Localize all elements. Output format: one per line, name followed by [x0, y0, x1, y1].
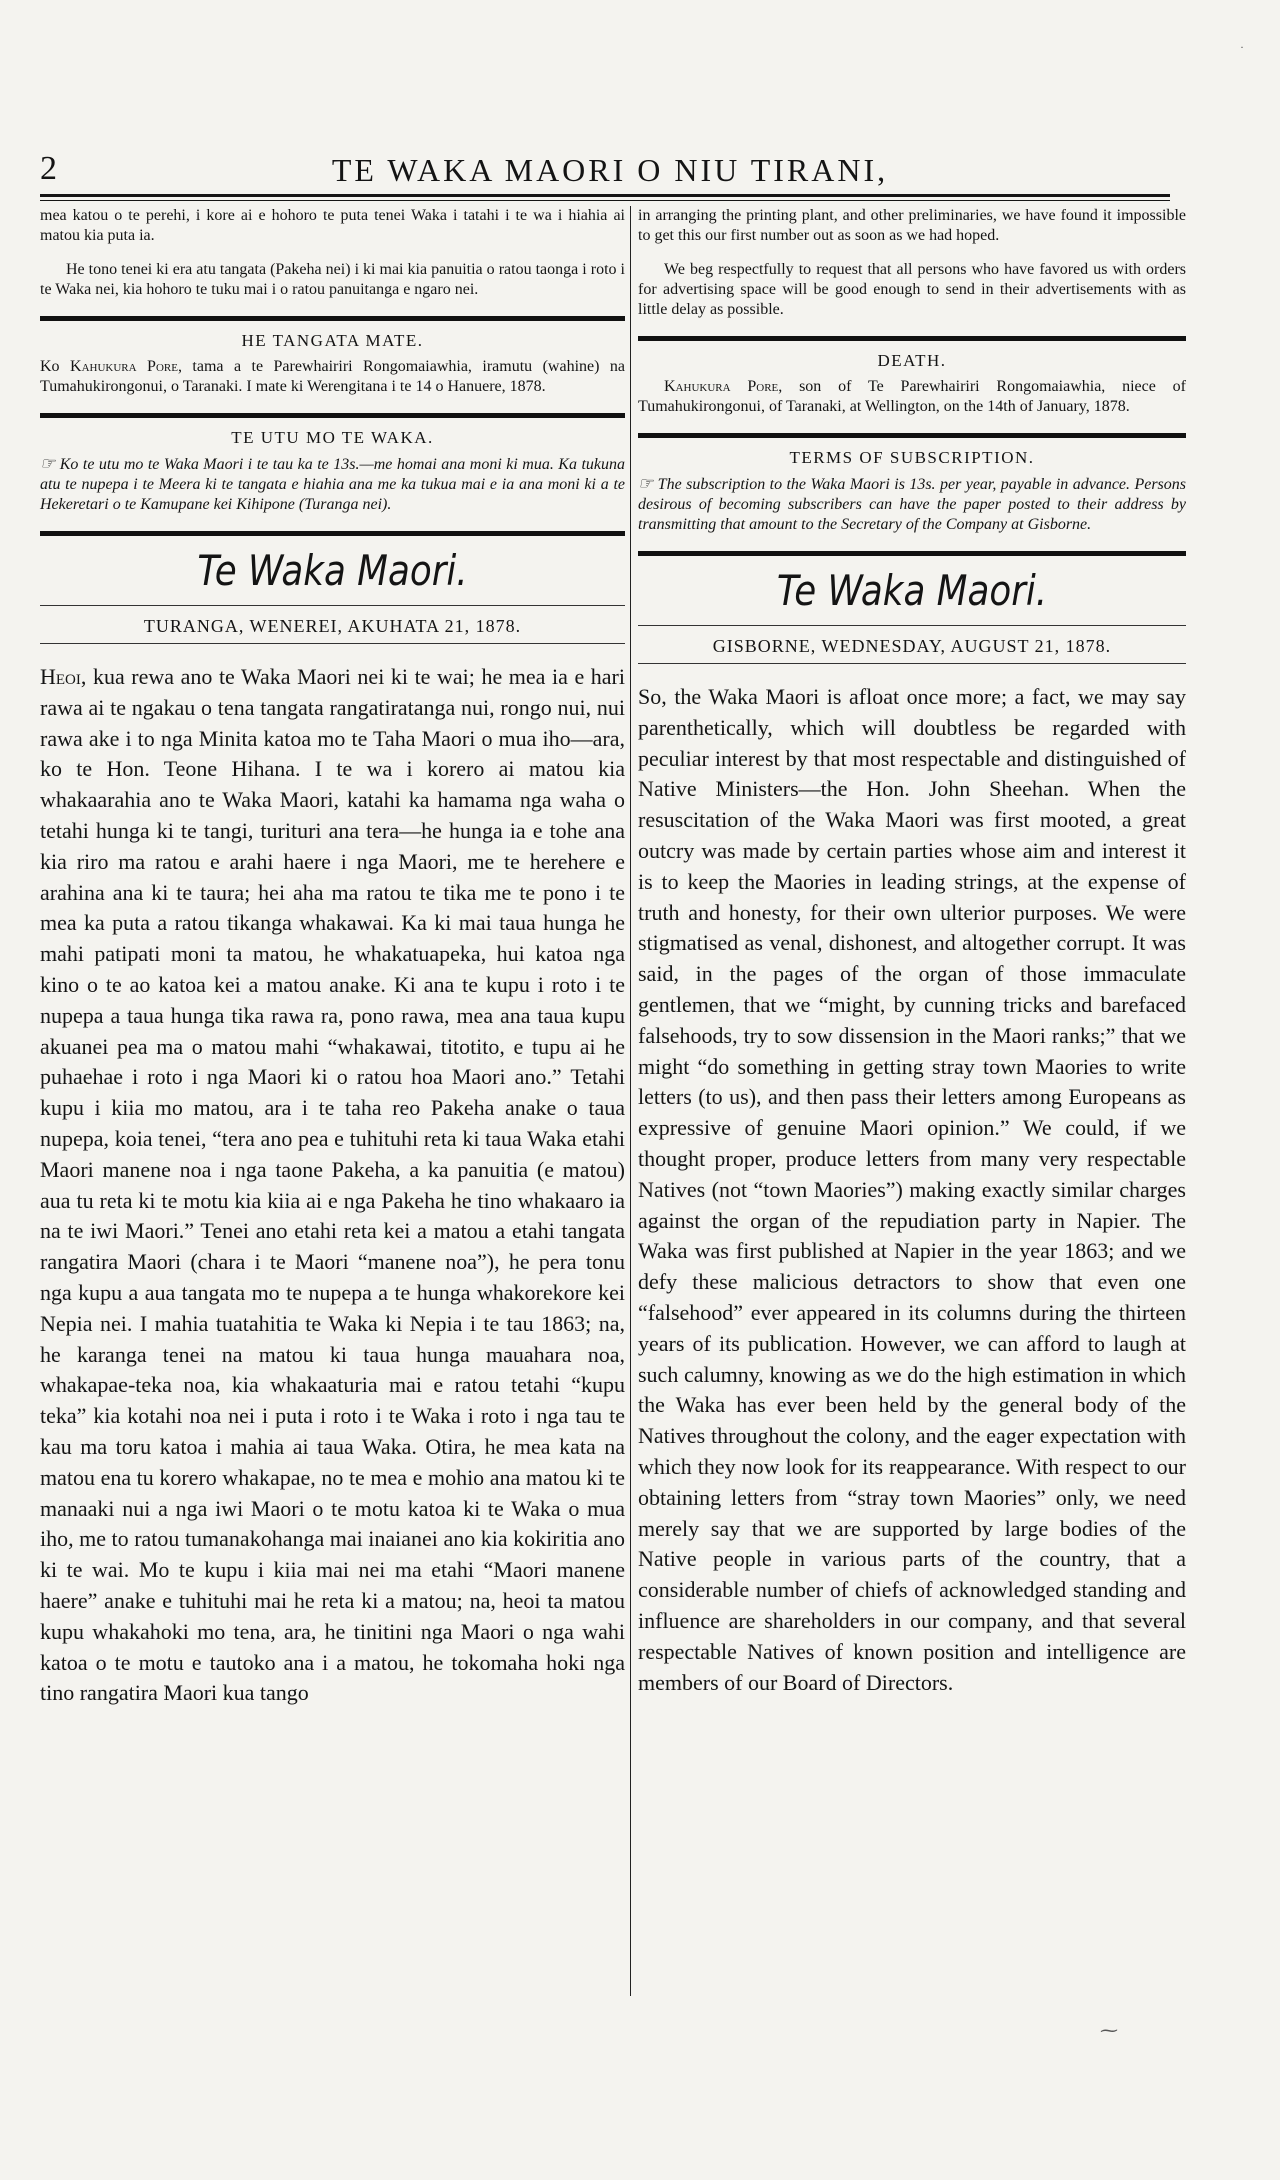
english-death-notice	[638, 377, 1186, 417]
section-rule	[40, 413, 625, 418]
maori-death-ko: Ko	[40, 358, 60, 375]
page-number: 2	[40, 150, 57, 187]
maori-subscription-notice	[40, 454, 625, 515]
maori-subscription-heading: TE UTU MO TE WAKA.	[231, 428, 434, 447]
section-rule	[638, 336, 1186, 341]
maori-editorial-text: , kua rewa ano te Waka Maori nei ki te wai; he mea ia e hari rawa ai te ngakau o tena tangata rangatiratanga nui, rongo nui, nui rawa ake i to nga Minita katoa mo te Taha Maori o mua iho—ara, ko te Hon. Teone Hihana. I te wa i korero ai matou kia whakaarahia ano te Waka Maori, katahi ka hamama nga waha o tetahi hunga ki te tangi, turituri ana tera—he hunga ia e tohe ana kia riro ma ratou e arahi haere i nga Maori, me te herehere e arahina ana ki te taura; hei aha ma ratou te tika me te pono i te mea ka puta a ratou tikanga whakawai. Ka ki mai taua hunga he mahi patipati moni ta matou, he whakatuapeka, hui katoa nga kino o te ao katoa kei a matou anake. Ki ana te kupu i roto i te nupepa a taua hunga tika rawa ra, pono rawa, mea ana taua kupu akuanei pea ma o matou mahi “whakawai, titotito, e tupu ai he puhaehae i roto i nga Maori ki o ratou hoa Maori ano.” Tetahi kupu i kiia mo matou, ara i te taha reo Pakeha anake o taua nupepa, koia tenei, “tera ano pea e tuhituhi reta ki taua Waka etahi Maori manene noa i nga taone Pakeha, a ka panuitia (e matou) aua tu reta ki te motu kia kiia ai e nga Pakeha he tino whakaaro ia na te iwi Maori.” Tenei ano etahi reta kei a matou a etahi tangata rangatira Maori (chara i te Maori “manene noa”), he pera tonu nga kupu a aua tangata mo te nupepa a te hunga whakorekore kei Nepia nei. I mahia tuatahitia te Waka ki Nepia i te tau 1863; na, he karanga tenei na matou ki taua hunga mauahara noa, whakapae-teka noa, kia whakaaturia mai e ratou tetahi “kupu teka” kia kotahi noa nei i puta i roto i te Waka i roto i nga tau te kau ma toru katoa i mahia ai taua Waka. Otira, he mea kata na matou ena tu korero whakapae, no te mea e mohio ana matou ki te manaaki nui a nga iwi Maori o te motu katoa ki te Waka o mua iho, me to ratou tumanakohanga mai inaianei ano kia kokiritia ano ki te wai. Mo te kupu i kiia mai nei ma etahi “Maori manene haere” anake e tuhituhi mai he reta ki a matou; na, heoi ta matou kupu whakahoki mo tena, ara, he tinitini nga Maori o nga wahi katoa o te motu e tautoko ana i a matou, he tokomaha hoki nga tino rangatira Maori kua tango	[40, 664, 625, 1706]
english-column	[638, 206, 1186, 1698]
english-advertising-notice: We beg respectfully to request that all persons who have favored us with orders for advertising space will be good enough to send in their advertisements with as little delay as possible.	[638, 261, 1186, 318]
section-rule	[638, 433, 1186, 438]
maori-advertising-notice: He tono tenei ki era atu tangata (Pakeha nei) i ki mai kia panuitia o ratou taonga i roto i te Waka nei, kia hohoro te tuku mai i o ratou panuitanga e ngaro nei.	[40, 261, 625, 298]
english-death-text: , son of Te Parewhairiri Rongomaiawhia, niece of Tumahukirongonui, of Taranaki, at Wellington, on the 14th of January, 1878.	[638, 378, 1186, 415]
maori-dateline: TURANGA, WENEREI, AKUHATA 21, 1878.	[143, 616, 522, 636]
maori-column	[40, 206, 625, 1709]
masthead-rule	[40, 194, 1170, 197]
maori-editorial-body	[40, 662, 625, 1709]
english-dateline: GISBORNE, WEDNESDAY, AUGUST 21, 1878.	[712, 636, 1112, 656]
maori-editorial-title: Te Waka Maori.	[197, 546, 468, 595]
english-death-heading: DEATH.	[877, 351, 947, 370]
section-rule	[40, 531, 625, 536]
maori-subscription-text: Ko te utu mo te Waka Maori i te tau ka te 13s.—me homai ana moni ki mua. Ka tukuna atu te nupepa i te Meera ki te tangata e hiahia ana me ka tukua mai e ia ana moni ki a te Hekeretari o te Kamupane kei Kihipone (Turanga nei).	[40, 456, 626, 513]
newspaper-title: TE WAKA MAORI O NIU TIRANI,	[331, 152, 889, 188]
english-subscription-heading: TERMS OF SUBSCRIPTION.	[789, 448, 1035, 467]
column-divider	[630, 206, 631, 1996]
english-dropcap-word: So	[638, 684, 662, 709]
english-editorial-body	[638, 682, 1186, 1698]
editorial-rule	[638, 663, 1186, 664]
pointing-hand-icon: ☞	[638, 474, 654, 493]
english-intro-paragraph: in arranging the printing plant, and other preliminaries, we have found it impossible to get this our first number out as soon as we had hoped.	[638, 207, 1186, 244]
english-death-name: Kahukura Pore	[664, 378, 779, 395]
english-editorial-text: , the Waka Maori is afloat once more; a fact, we may say parenthetically, which will doubtless be regarded with peculiar interest by that most respectable and distinguished of Native Ministers—the Hon. John Sheehan. When the resuscitation of the Waka Maori was first mooted, a great outcry was made by certain parties whose aim and interest it is to keep the Maories in leading strings, at the expense of truth and honesty, for their own ulterior purposes. We were stigmatised as venal, dishonest, and altogether corrupt. It was said, in the pages of the organ of those immaculate gentlemen, that we “might, by cunning tricks and barefaced falsehoods, try to sow dissension in the Maori ranks;” that we might “do something in getting stray town Maories to write letters (to us), and then pass their letters among Europeans as expressive of genuine Maori opinion.” We could, if we thought proper, produce letters from many very respectable Natives (not “town Maories”) making exactly similar charges against the organ of the repudiation party in Napier. The Waka was first published at Napier in the year 1863; and we defy these malicious detractors to show that even one “falsehood” ever appeared in its columns during the thirteen years of its publication. However, we can afford to laugh at such calumny, knowing as we do the high estimation in which the Waka has ever been held by the general body of the Natives throughout the colony, and the eager expectation with which they now look for its reappearance. With respect to our obtaining letters from “stray town Maories” only, we need merely say that we are supported by large bodies of the Native people in various parts of the country, that a considerable number of chiefs of acknowledged standing and influence are shareholders in our company, and that several respectable Natives of known position and intelligence are members of our Board of Directors.	[638, 684, 1186, 1695]
section-rule	[40, 316, 625, 321]
maori-death-heading: HE TANGATA MATE.	[241, 331, 424, 350]
editorial-rule	[638, 625, 1186, 626]
english-subscription-notice	[638, 474, 1186, 535]
english-subscription-text: The subscription to the Waka Maori is 13s. per year, payable in advance. Persons desirous of becoming subscribers can have the paper posted to their address by transmitting that amount to the Secretary of the Company at Gisborne.	[638, 476, 1187, 533]
masthead-rule-thin	[40, 200, 1170, 201]
pointing-hand-icon: ☞	[40, 454, 56, 473]
maori-dropcap-word: Heoi	[40, 664, 81, 689]
maori-intro-paragraph: mea katou o te perehi, i kore ai e hohoro te puta tenei Waka i tatahi i te wa i hiahia ai matou kia puta ia.	[40, 207, 625, 244]
editorial-rule	[40, 605, 625, 606]
maori-death-text: , tama a te Parewhairiri Rongomaiawhia, iramutu (wahine) na Tumahukirongonui, o Taranaki. I mate ki Werengitana i te 14 o Hanuere, 1878.	[40, 358, 626, 395]
editorial-rule	[40, 643, 625, 644]
english-editorial-title: Te Waka Maori.	[776, 566, 1048, 615]
ink-smudge: ⁓	[1100, 2020, 1118, 2040]
maori-death-notice	[40, 357, 625, 397]
maori-death-name: Kahukura Pore	[70, 358, 178, 375]
ink-speck: ·	[1240, 40, 1244, 54]
section-rule	[638, 551, 1186, 556]
masthead	[40, 150, 1180, 194]
